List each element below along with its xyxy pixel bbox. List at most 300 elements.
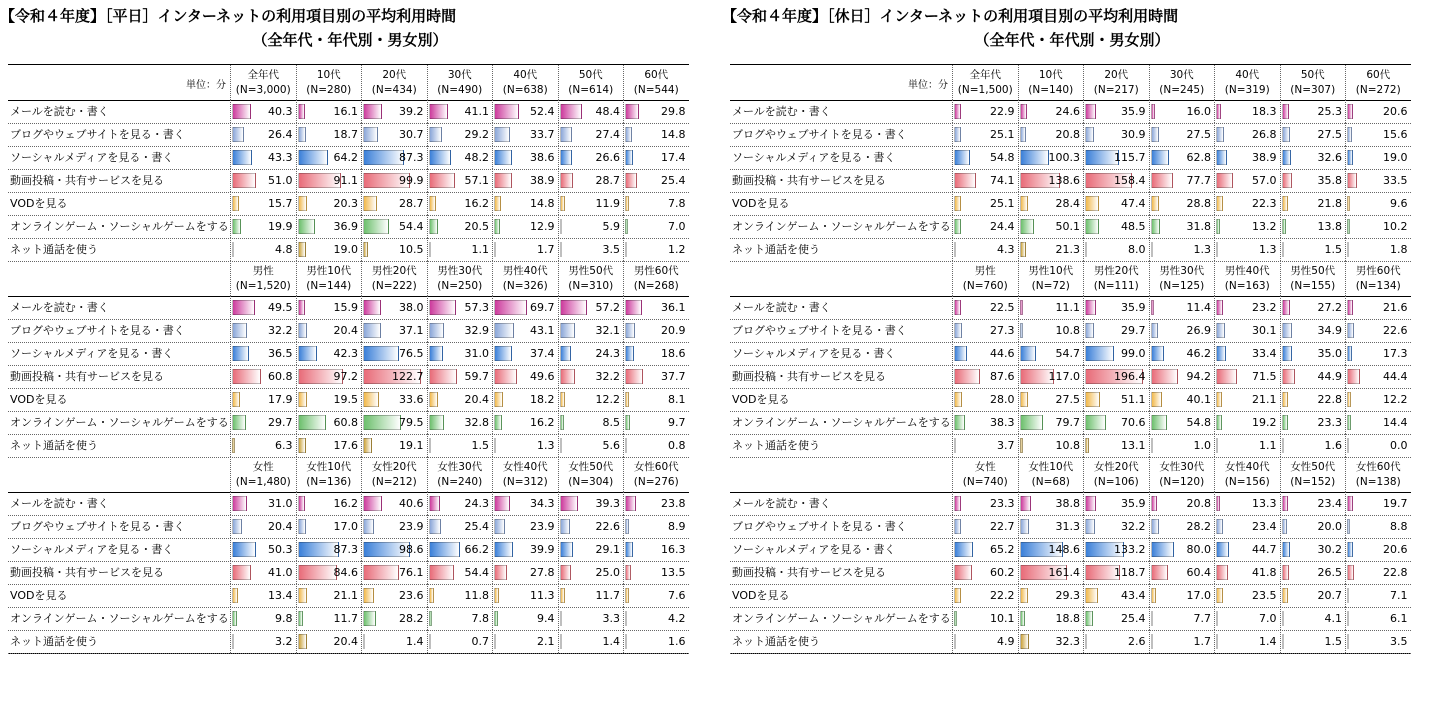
data-cell	[1083, 365, 1149, 388]
value-bar	[363, 519, 374, 534]
value-label: 1.7	[537, 243, 555, 256]
value-label: 9.8	[275, 612, 293, 625]
value-bar	[494, 300, 527, 315]
value-bar	[1216, 588, 1223, 603]
value-bar	[1282, 611, 1284, 626]
value-bar	[625, 104, 639, 119]
data-cell	[952, 584, 1018, 607]
value-label: 28.8	[1186, 197, 1211, 210]
value-label: 21.1	[1252, 393, 1277, 406]
data-cell	[623, 319, 689, 342]
value-bar	[1282, 369, 1295, 384]
value-bar	[625, 438, 627, 453]
value-bar	[363, 346, 399, 361]
column-sample-size: (N=138)	[1355, 476, 1401, 488]
header-row	[730, 457, 1411, 492]
value-bar	[954, 542, 973, 557]
value-bar	[560, 323, 575, 338]
column-header	[427, 457, 493, 492]
data-cell	[296, 146, 362, 169]
value-bar	[429, 150, 452, 165]
value-label: 57.3	[464, 301, 489, 314]
column-header	[361, 261, 427, 296]
value-label: 18.7	[333, 128, 358, 141]
value-bar	[1020, 150, 1050, 165]
value-label: 20.9	[661, 324, 686, 337]
data-cell	[1018, 296, 1084, 319]
chart-title: 【令和４年度】［平日］インターネットの利用項目別の平均利用時間	[0, 7, 457, 25]
value-label: 64.2	[333, 151, 358, 164]
value-label: 4.3	[997, 243, 1015, 256]
value-label: 1.1	[1259, 439, 1277, 452]
value-bar	[1085, 242, 1087, 257]
value-bar	[625, 542, 633, 557]
data-cell	[1214, 388, 1280, 411]
value-bar	[1347, 323, 1354, 338]
value-label: 94.2	[1186, 370, 1211, 383]
value-label: 44.6	[990, 347, 1015, 360]
value-label: 18.3	[1252, 105, 1277, 118]
value-bar	[954, 300, 961, 315]
value-label: 4.9	[997, 635, 1015, 648]
data-cell	[1214, 607, 1280, 630]
value-bar	[298, 104, 306, 119]
header-row	[8, 65, 689, 100]
value-label: 40.1	[1186, 393, 1211, 406]
column-name: 女性40代	[502, 461, 548, 473]
value-label: 49.5	[268, 301, 293, 314]
data-cell	[1018, 146, 1084, 169]
value-label: 57.0	[1252, 174, 1277, 187]
value-bar	[1085, 438, 1089, 453]
data-cell	[1214, 342, 1280, 365]
value-label: 74.1	[990, 174, 1015, 187]
data-cell	[230, 342, 296, 365]
value-bar	[560, 519, 571, 534]
value-bar	[560, 611, 562, 626]
value-bar	[1151, 519, 1159, 534]
column-sample-size: (N=240)	[437, 476, 483, 488]
row-label: メールを読む・書く	[10, 301, 109, 314]
data-cell	[427, 388, 493, 411]
value-label: 51.1	[1121, 393, 1146, 406]
table-row	[8, 584, 689, 607]
column-sample-size: (N=144)	[306, 280, 352, 292]
column-name: 男性	[974, 265, 996, 277]
value-label: 1.4	[1259, 635, 1277, 648]
value-label: 24.6	[1055, 105, 1080, 118]
value-label: 196.4	[1114, 370, 1146, 383]
data-cell	[558, 607, 624, 630]
value-label: 27.8	[530, 566, 555, 579]
value-bar	[232, 588, 238, 603]
data-cell	[1018, 515, 1084, 538]
value-bar	[560, 300, 587, 315]
data-cell	[623, 296, 689, 319]
value-label: 19.9	[268, 220, 293, 233]
data-cell	[296, 388, 362, 411]
column-header	[558, 457, 624, 492]
data-cell	[558, 192, 624, 215]
column-name: 女性40代	[1224, 461, 1270, 473]
data-cell	[1214, 238, 1280, 261]
value-bar	[1020, 219, 1035, 234]
value-label: 29.7	[1121, 324, 1146, 337]
value-bar	[1151, 415, 1167, 430]
data-cell	[492, 492, 558, 515]
data-cell	[296, 515, 362, 538]
column-header	[1083, 261, 1149, 296]
column-name: 女性50代	[568, 461, 614, 473]
value-label: 29.3	[1055, 589, 1080, 602]
value-label: 30.9	[1121, 128, 1146, 141]
value-bar	[298, 196, 308, 211]
value-label: 69.7	[530, 301, 555, 314]
value-bar	[954, 415, 965, 430]
data-cell	[230, 146, 296, 169]
value-bar	[429, 392, 439, 407]
column-name: 全年代	[247, 69, 279, 81]
data-cell	[1214, 561, 1280, 584]
data-cell	[1280, 630, 1346, 653]
data-cell	[1280, 238, 1346, 261]
value-label: 3.5	[1390, 635, 1408, 648]
row-label: メールを読む・書く	[732, 497, 831, 510]
column-name: 女性60代	[633, 461, 679, 473]
value-label: 35.9	[1121, 301, 1146, 314]
row-label: VODを見る	[732, 197, 790, 210]
data-cell	[296, 607, 362, 630]
data-cell	[952, 561, 1018, 584]
value-label: 4.2	[668, 612, 686, 625]
chart-title: 【令和４年度】［休日］インターネットの利用項目別の平均利用時間	[722, 7, 1179, 25]
data-cell	[1018, 192, 1084, 215]
value-bar	[1020, 346, 1036, 361]
value-bar	[232, 634, 234, 649]
value-label: 117.0	[1048, 370, 1080, 383]
value-label: 43.3	[268, 151, 293, 164]
data-cell	[361, 238, 427, 261]
value-bar	[429, 415, 445, 430]
value-label: 16.3	[661, 543, 686, 556]
data-cell	[427, 342, 493, 365]
column-name: 30代	[447, 69, 472, 81]
data-cell	[1083, 538, 1149, 561]
value-label: 21.6	[1383, 301, 1408, 314]
data-cell	[1345, 365, 1411, 388]
data-cell	[361, 388, 427, 411]
value-label: 79.7	[1055, 416, 1080, 429]
value-label: 22.8	[1317, 393, 1342, 406]
value-label: 32.2	[268, 324, 293, 337]
table-row	[730, 584, 1411, 607]
header-row	[8, 261, 689, 296]
data-cell	[623, 169, 689, 192]
value-label: 1.4	[602, 635, 620, 648]
value-label: 16.2	[333, 497, 358, 510]
data-cell	[1214, 365, 1280, 388]
value-bar	[232, 150, 252, 165]
table-row	[8, 296, 689, 319]
value-label: 20.4	[268, 520, 293, 533]
column-header	[492, 65, 558, 100]
value-label: 4.8	[275, 243, 293, 256]
column-header	[1214, 261, 1280, 296]
value-bar	[363, 196, 377, 211]
value-bar	[363, 565, 399, 580]
data-cell	[1214, 411, 1280, 434]
value-bar	[625, 346, 634, 361]
value-bar	[494, 127, 510, 142]
value-label: 1.3	[1193, 243, 1211, 256]
value-bar	[494, 415, 502, 430]
data-cell	[1149, 365, 1215, 388]
data-cell	[492, 146, 558, 169]
row-label: ネット通話を使う	[732, 635, 820, 648]
value-label: 20.4	[464, 393, 489, 406]
value-label: 19.2	[1252, 416, 1277, 429]
data-cell	[1345, 100, 1411, 123]
value-label: 8.8	[1390, 520, 1408, 533]
table-row	[730, 434, 1411, 457]
row-label: オンラインゲーム・ソーシャルゲームをする	[732, 416, 951, 429]
data-cell	[1083, 434, 1149, 457]
value-bar	[625, 242, 627, 257]
data-cell	[623, 192, 689, 215]
value-bar	[363, 634, 365, 649]
chart-subtitle: （全年代・年代別・男女別）	[252, 31, 448, 49]
data-cell	[558, 388, 624, 411]
data-cell	[230, 296, 296, 319]
data-cell	[1280, 388, 1346, 411]
value-bar	[1216, 496, 1220, 511]
value-label: 38.0	[399, 301, 424, 314]
column-sample-size: (N=304)	[568, 476, 614, 488]
table-row	[8, 411, 689, 434]
value-bar	[429, 300, 456, 315]
data-cell	[1083, 192, 1149, 215]
data-cell	[296, 434, 362, 457]
value-label: 1.8	[1390, 243, 1408, 256]
value-bar	[625, 369, 643, 384]
data-cell	[1083, 215, 1149, 238]
row-divider	[730, 653, 1411, 654]
column-name: 男性60代	[633, 265, 679, 277]
data-cell	[952, 215, 1018, 238]
data-cell	[1345, 515, 1411, 538]
data-cell	[1345, 319, 1411, 342]
column-sample-size: (N=156)	[1224, 476, 1270, 488]
data-cell	[492, 584, 558, 607]
value-label: 35.0	[1317, 347, 1342, 360]
table-row	[730, 238, 1411, 261]
value-bar	[429, 219, 439, 234]
value-bar	[429, 196, 437, 211]
value-label: 27.5	[1317, 128, 1342, 141]
value-label: 16.2	[530, 416, 555, 429]
data-cell	[230, 169, 296, 192]
value-bar	[1347, 127, 1352, 142]
row-label: オンラインゲーム・ソーシャルゲームをする	[10, 612, 229, 625]
column-name: 女性	[252, 461, 274, 473]
data-cell	[1149, 238, 1215, 261]
header-row	[8, 457, 689, 492]
value-label: 16.1	[333, 105, 358, 118]
value-bar	[1216, 519, 1223, 534]
value-label: 23.4	[1317, 497, 1342, 510]
value-label: 41.0	[268, 566, 293, 579]
data-cell	[1018, 169, 1084, 192]
value-bar	[1347, 565, 1354, 580]
data-cell	[1083, 146, 1149, 169]
value-label: 16.2	[464, 197, 489, 210]
value-bar	[298, 519, 306, 534]
data-cell	[1345, 538, 1411, 561]
value-bar	[1085, 219, 1099, 234]
column-name: 60代	[644, 69, 669, 81]
value-label: 5.9	[602, 220, 620, 233]
value-bar	[1085, 496, 1096, 511]
data-cell	[1149, 123, 1215, 146]
table-row	[730, 169, 1411, 192]
table-row	[8, 538, 689, 561]
data-cell	[361, 630, 427, 653]
value-bar	[1020, 415, 1044, 430]
data-cell	[492, 538, 558, 561]
row-label: 動画投稿・共有サービスを見る	[10, 370, 164, 383]
data-cell	[1214, 215, 1280, 238]
value-label: 3.5	[602, 243, 620, 256]
value-label: 84.6	[333, 566, 358, 579]
data-cell	[1018, 538, 1084, 561]
value-label: 44.7	[1252, 543, 1277, 556]
column-sample-size: (N=111)	[1093, 280, 1139, 292]
data-cell	[361, 538, 427, 561]
table-row	[8, 342, 689, 365]
data-cell	[427, 215, 493, 238]
value-bar	[363, 588, 374, 603]
data-cell	[1083, 342, 1149, 365]
value-label: 33.4	[1252, 347, 1277, 360]
value-label: 11.8	[464, 589, 489, 602]
value-label: 41.1	[464, 105, 489, 118]
value-label: 52.4	[530, 105, 555, 118]
value-label: 87.3	[333, 543, 358, 556]
data-table	[8, 64, 689, 654]
value-label: 2.1	[537, 635, 555, 648]
data-cell	[1083, 100, 1149, 123]
value-label: 28.7	[595, 174, 620, 187]
value-bar	[298, 634, 308, 649]
data-cell	[623, 342, 689, 365]
value-bar	[954, 242, 956, 257]
data-cell	[492, 411, 558, 434]
value-label: 40.6	[399, 497, 424, 510]
data-cell	[427, 515, 493, 538]
data-cell	[230, 365, 296, 388]
data-cell	[1018, 388, 1084, 411]
data-cell	[427, 434, 493, 457]
value-label: 60.2	[990, 566, 1015, 579]
data-cell	[952, 100, 1018, 123]
data-cell	[558, 538, 624, 561]
data-cell	[952, 515, 1018, 538]
column-header	[558, 65, 624, 100]
value-bar	[1020, 634, 1030, 649]
value-label: 31.8	[1186, 220, 1211, 233]
value-bar	[1347, 369, 1360, 384]
column-header	[230, 261, 296, 296]
value-label: 91.1	[333, 174, 358, 187]
value-label: 1.5	[471, 439, 489, 452]
value-bar	[625, 323, 635, 338]
data-cell	[1018, 411, 1084, 434]
data-cell	[427, 169, 493, 192]
value-label: 20.6	[1383, 543, 1408, 556]
data-cell	[1280, 146, 1346, 169]
column-header	[296, 457, 362, 492]
value-bar	[494, 392, 503, 407]
table-row	[730, 215, 1411, 238]
value-bar	[954, 634, 956, 649]
value-label: 17.0	[1186, 589, 1211, 602]
data-cell	[492, 515, 558, 538]
value-label: 23.5	[1252, 589, 1277, 602]
value-bar	[232, 323, 247, 338]
data-table	[730, 64, 1411, 654]
value-bar	[1347, 438, 1349, 453]
value-label: 9.7	[668, 416, 686, 429]
value-bar	[494, 611, 498, 626]
data-cell	[952, 630, 1018, 653]
column-name: 10代	[1038, 69, 1063, 81]
weekday-panel	[0, 0, 700, 718]
value-label: 16.0	[1186, 105, 1211, 118]
data-cell	[296, 238, 362, 261]
table-row	[730, 492, 1411, 515]
row-label: 動画投稿・共有サービスを見る	[732, 370, 886, 383]
data-cell	[623, 630, 689, 653]
column-sample-size: (N=740)	[962, 476, 1008, 488]
column-sample-size: (N=250)	[437, 280, 483, 292]
data-cell	[230, 215, 296, 238]
column-sample-size: (N=312)	[502, 476, 548, 488]
value-label: 8.5	[602, 416, 620, 429]
value-label: 9.4	[537, 612, 555, 625]
table-row	[8, 146, 689, 169]
value-bar	[429, 104, 448, 119]
value-label: 31.0	[464, 347, 489, 360]
column-sample-size: (N=490)	[437, 84, 483, 96]
value-bar	[560, 219, 563, 234]
column-name: 男性10代	[306, 265, 352, 277]
value-bar	[298, 565, 338, 580]
value-bar	[1347, 588, 1349, 603]
value-label: 1.4	[406, 635, 424, 648]
value-label: 60.8	[333, 416, 358, 429]
data-cell	[1214, 538, 1280, 561]
data-cell	[427, 561, 493, 584]
value-label: 97.2	[333, 370, 358, 383]
data-cell	[558, 365, 624, 388]
row-label: メールを読む・書く	[10, 105, 109, 118]
value-label: 29.8	[661, 105, 686, 118]
data-cell	[361, 434, 427, 457]
value-label: 48.5	[1121, 220, 1146, 233]
value-label: 28.2	[1186, 520, 1211, 533]
table-row	[730, 192, 1411, 215]
data-cell	[1149, 584, 1215, 607]
